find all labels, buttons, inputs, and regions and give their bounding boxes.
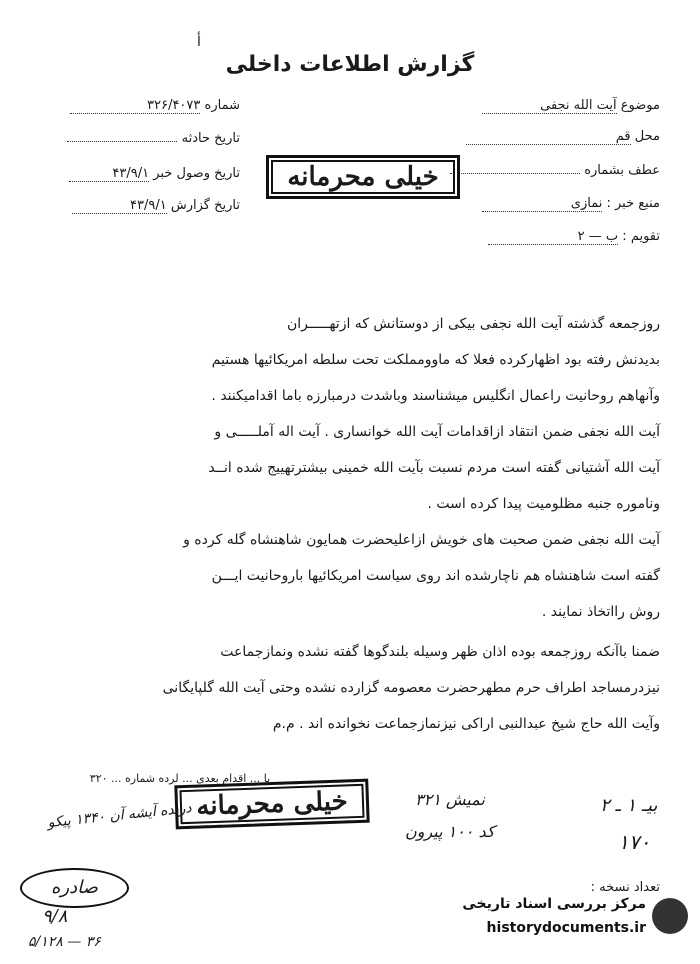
body-line: وناموره جنبه مظلومیت پیدا کرده است . [427, 496, 660, 512]
corner-mark: ﺃ [197, 34, 201, 50]
body-line: ضمنا باآنکه روزجمعه بوده اذان ظهر وسیله بلندگوها گفته نشده ونمازجماعت [220, 644, 660, 660]
place-label: محل [634, 129, 660, 144]
number-value: ۳۲۶/۴۰۷۳ [70, 98, 200, 114]
stamp-underline-text: با ... اقدام بعدی ... لرده شماره ... ۳۲۰ [89, 772, 271, 785]
document-title: گزارش اطلاعات داخلی [225, 52, 475, 77]
incident-date-label: تاریخ حادثه [181, 131, 240, 146]
evaluation-label: تقویم [630, 229, 660, 244]
body-line: گفته است شاهنشاه هم ناچارشده اند روی سیاست امریکائیها باروحانیت ایـــن [211, 568, 660, 584]
subject-label: موضوع [620, 98, 660, 113]
incident-date-field [40, 131, 240, 146]
number-label: شماره [204, 98, 240, 113]
source-field: منبع خبر : نمازی [430, 196, 660, 212]
handwritten-note: کد ۱۰۰ پیرون [405, 822, 495, 841]
report-date-value: ۴۳/۹/۱ [72, 198, 167, 214]
subject-value: آیت الله نجفی [482, 98, 617, 114]
archive-logo-icon [652, 898, 688, 934]
source-value: نمازی [482, 196, 602, 212]
source-label: منبع خبر [615, 196, 660, 211]
body-line: بدیدنش رفته بود اظهارکرده فعلا که ماوومملکت تحت سلطه امریکائیها هستیم [211, 352, 660, 368]
handwritten-note: ۱۷۰ [618, 830, 651, 854]
handwritten-margin-note: دریده آیشه آن ۱۳۴۰ پیکو [46, 800, 193, 832]
confidential-stamp-top: خیلی محرمانه [266, 155, 460, 199]
report-date-label: تاریخ گزارش [170, 198, 240, 213]
body-line: وآیت الله حاج شیخ عبدالنبی اراکی نیزنمازجماعت نخوانده اند . م.م [272, 716, 660, 732]
received-date-field [40, 166, 240, 182]
issued-oval-stamp: صادره [20, 868, 129, 908]
body-line: روش رااتخاذ نمایند . [541, 604, 660, 620]
body-line: نیزدرمساجد اطراف حرم مطهرحضرت معصومه گزارده نشده وحتی آیت الله گلپایگانی [162, 680, 660, 696]
handwritten-note: بیـ ۱ ـ ۲ [600, 795, 658, 816]
handwritten-note: ۹/۸ [42, 906, 68, 927]
body-line: آیت الله آشتیانی گفته است مردم نسبت بآیت الله خمینی بیشترتهییج شده انــد [208, 460, 660, 476]
copies-label: تعداد نسخه : [590, 880, 660, 895]
archive-watermark [462, 890, 692, 950]
watermark-line2: historydocuments.ir [486, 920, 646, 936]
body-line: آیت الله نجفی ضمن انتقاد ازاقدامات آیت الله خوانساری . آیت اله آملـــــی و [214, 424, 660, 440]
evaluation-field: تقویم : ب — ۲ [430, 229, 660, 245]
body-line: روزجمعه گذشته آیت الله نجفی بیکی از دوستانش که ازتهـــــران [286, 316, 660, 332]
body-line: وآنهاهم روحانیت راعمال انگلیس میشناسند وباشدت درمبارزه باما اقدامیکنند . [211, 388, 660, 404]
confidential-stamp-bottom: خیلی محرمانه [174, 779, 369, 830]
number-field [40, 98, 240, 114]
subject-field [430, 98, 660, 114]
handwritten-note: نمیش ۳۲۱ [415, 790, 485, 809]
body-line: آیت الله نجفی ضمن صحبت های خویش ازاعلیحضرت همایون شاهنشاه گله کرده و [183, 532, 660, 548]
reference-field [430, 163, 660, 178]
watermark-line1: مرکز بررسی اسناد تاریخی [462, 896, 646, 912]
reference-label: عطف بشماره [584, 163, 660, 178]
place-value: قم [466, 129, 631, 145]
place-field [430, 129, 660, 145]
evaluation-value: ب — ۲ [488, 229, 618, 245]
handwritten-note: ۵/۱۲۸ — ۳۶ [28, 934, 101, 950]
received-date-label: تاریخ وصول خبر [153, 166, 240, 181]
received-date-value: ۴۳/۹/۱ [69, 166, 149, 182]
report-date-field [40, 198, 240, 214]
